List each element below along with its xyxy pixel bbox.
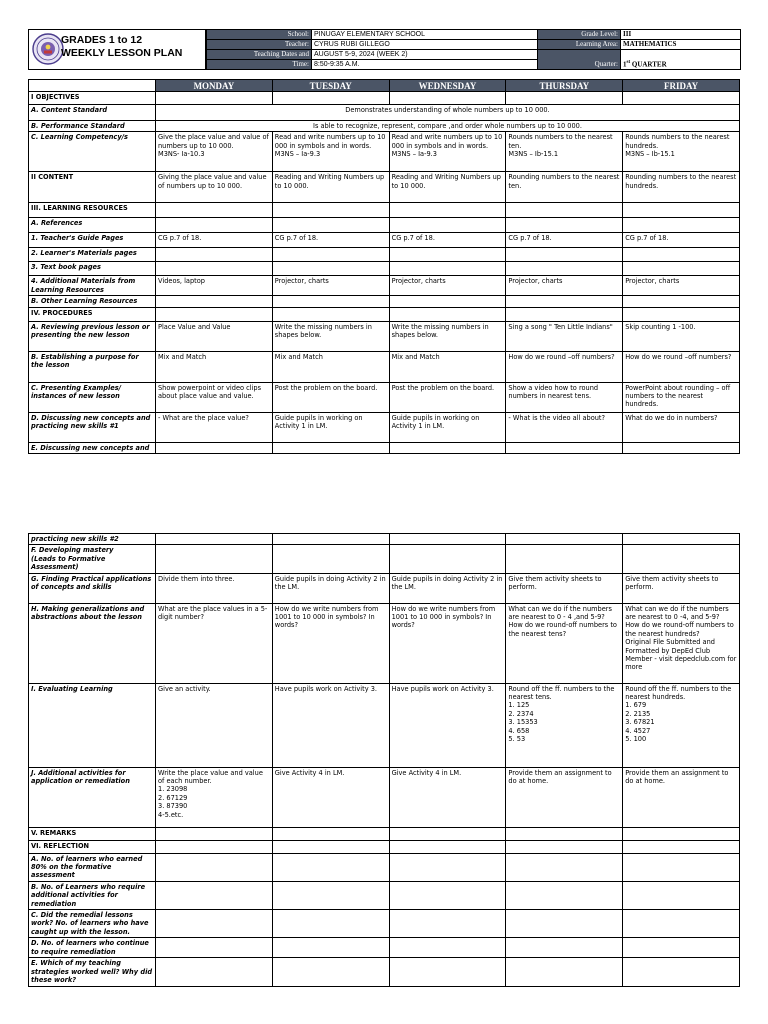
examples-tuesday: Post the problem on the board. — [272, 382, 389, 412]
discuss2-label-part1: E. Discussing new concepts and — [29, 442, 156, 453]
general-thursday: What can we do if the numbers are nearest to 0 - 4 ,and 5-9? How do we round-off numbers to the nearest tens? — [506, 603, 623, 683]
quarter-number: 1 — [623, 60, 627, 68]
competency-thursday: Rounds numbers to the nearest ten. M3NS – Ib-15.1 — [506, 132, 623, 172]
materials-tuesday: Projector, charts — [272, 276, 389, 296]
table-row — [29, 603, 740, 683]
quarter-label: Quarter: — [538, 50, 621, 70]
examples-label: C. Presenting Examples/ instances of new lesson — [29, 382, 156, 412]
day-wednesday: WEDNESDAY — [389, 80, 506, 92]
competency-monday: Give the place value and value of numbers up to 10 000. M3NS- Ia-10.3 — [156, 132, 273, 172]
plan-title-line2: WEEKLY LESSON PLAN — [61, 47, 183, 59]
day-monday: MONDAY — [156, 80, 273, 92]
table-row — [29, 121, 740, 132]
evaluating-monday: Give an activity. — [156, 683, 273, 767]
school-value: PINUGAY ELEMENTARY SCHOOL — [312, 30, 538, 40]
textbook-label: 3. Text book pages — [29, 262, 156, 276]
plan-title — [61, 34, 182, 60]
review-label: A. Reviewing previous lesson or presenting the new lesson — [29, 321, 156, 351]
table-row — [29, 276, 740, 296]
table-row — [29, 840, 740, 853]
reflection-e-label: E. Which of my teaching strategies worked well? Why did these work? — [29, 958, 156, 986]
school-label: School: — [207, 30, 312, 40]
procedures-label: IV. PROCEDURES — [29, 307, 156, 321]
additional-wednesday: Give Activity 4 in LM. — [389, 767, 506, 827]
additional-thursday: Provide them an assignment to do at home. — [506, 767, 623, 827]
additional-tuesday: Give Activity 4 in LM. — [272, 767, 389, 827]
table-row — [29, 767, 740, 827]
general-wednesday: How do we write numbers from 1001 to 10 000 in symbols? In words? — [389, 603, 506, 683]
lesson-plan-table-page2 — [28, 533, 740, 987]
content-monday: Giving the place value and value of numbers up to 10 000. — [156, 172, 273, 203]
purpose-monday: Mix and Match — [156, 351, 273, 382]
table-row — [29, 573, 740, 603]
table-row — [29, 382, 740, 412]
tg-wednesday: CG p.7 of 18. — [389, 233, 506, 248]
content-thursday: Rounding numbers to the nearest ten. — [506, 172, 623, 203]
learners-materials-label: 2. Learner's Materials pages — [29, 248, 156, 262]
discuss2-label-part2: practicing new skills #2 — [29, 534, 156, 545]
corner-cell — [29, 80, 156, 92]
performance-standard-value: Is able to recognize, represent, compare ,and order whole numbers up to 10 000. — [156, 121, 740, 132]
teacher-label: Teacher: — [207, 40, 312, 50]
learning-area-label: Learning Area: — [538, 40, 621, 50]
day-thursday: THURSDAY — [506, 80, 623, 92]
practical-label: G. Finding Practical applications of concepts and skills — [29, 573, 156, 603]
evaluating-wednesday: Have pupils work on Activity 3. — [389, 683, 506, 767]
table-row — [29, 321, 740, 351]
tg-monday: CG p.7 of 18. — [156, 233, 273, 248]
table-row — [29, 92, 740, 105]
practical-thursday: Give them activity sheets to perform. — [506, 573, 623, 603]
practical-friday: Give them activity sheets to perform. — [623, 573, 740, 603]
examples-friday: PowerPoint about rounding – off numbers to the nearest hundreds. — [623, 382, 740, 412]
tg-thursday: CG p.7 of 18. — [506, 233, 623, 248]
table-row — [29, 218, 740, 233]
table-row — [29, 412, 740, 442]
quarter-text: QUARTER — [630, 60, 667, 68]
table-row — [29, 132, 740, 172]
dates-value: AUGUST 5-9, 2024 (WEEK 2) — [312, 50, 538, 60]
header-info-grid — [206, 29, 741, 70]
additional-materials-label: 4. Additional Materials from Learning Resources — [29, 276, 156, 296]
review-monday: Place Value and Value — [156, 321, 273, 351]
purpose-label: B. Establishing a purpose for the lesson — [29, 351, 156, 382]
additional-activities-label: J. Additional activities for application or remediation — [29, 767, 156, 827]
time-value: 8:50-9:35 A.M. — [312, 60, 538, 70]
reflection-label: VI. REFLECTION — [29, 840, 156, 853]
competency-friday: Rounds numbers to the nearest hundreds. M3NS – Ib-15.1 — [623, 132, 740, 172]
review-thursday: Sing a song " Ten Little Indians" — [506, 321, 623, 351]
review-friday: Skip counting 1 -100. — [623, 321, 740, 351]
deped-seal-icon — [32, 33, 64, 65]
teachers-guide-label: 1. Teacher's Guide Pages — [29, 233, 156, 248]
practical-tuesday: Guide pupils in doing Activity 2 in the LM. — [272, 573, 389, 603]
table-row — [29, 442, 740, 453]
dates-label: Teaching Dates and — [207, 50, 312, 60]
discuss1-wednesday: Guide pupils in working on Activity 1 in LM. — [389, 412, 506, 442]
table-row — [29, 827, 740, 840]
content-label: II CONTENT — [29, 172, 156, 203]
general-friday: What can we do if the numbers are nearest to 0 -4, and 5-9? How do we round-off numbers to the nearest hundreds? Original File Submitted and Formatted by DepEd Club Member - visit depedclub.com for more — [623, 603, 740, 683]
table-row — [29, 248, 740, 262]
purpose-thursday: How do we round –off numbers? — [506, 351, 623, 382]
general-monday: What are the place values in a 5-digit number? — [156, 603, 273, 683]
additional-monday: Write the place value and value of each number. 1. 23098 2. 67129 3. 87390 4-5.etc. — [156, 767, 273, 827]
table-row — [29, 203, 740, 218]
table-row — [29, 881, 740, 909]
discuss1-tuesday: Guide pupils in working on Activity 1 in LM. — [272, 412, 389, 442]
content-friday: Rounding numbers to the nearest hundreds. — [623, 172, 740, 203]
competency-tuesday: Read and write numbers up to 10 000 in symbols and in words. M3NS – Ia-9.3 — [272, 132, 389, 172]
purpose-tuesday: Mix and Match — [272, 351, 389, 382]
table-row — [29, 938, 740, 958]
evaluating-friday: Round off the ff. numbers to the nearest hundreds. 1. 679 2. 2135 3. 67821 4. 4527 5. 100 — [623, 683, 740, 767]
practical-monday: Divide them into three. — [156, 573, 273, 603]
table-row — [29, 853, 740, 881]
mastery-label: F. Developing mastery (Leads to Formative Assessment) — [29, 545, 156, 573]
evaluating-label: I. Evaluating Learning — [29, 683, 156, 767]
practical-wednesday: Guide pupils in doing Activity 2 in the LM. — [389, 573, 506, 603]
time-label: Time: — [207, 60, 312, 70]
header-title-box — [28, 29, 206, 70]
table-row — [29, 683, 740, 767]
competency-label: C. Learning Competency/s — [29, 132, 156, 172]
plan-title-line1: GRADES 1 to 12 — [61, 34, 143, 46]
discuss1-friday: What do we do in numbers? — [623, 412, 740, 442]
evaluating-tuesday: Have pupils work on Activity 3. — [272, 683, 389, 767]
table-row — [29, 534, 740, 545]
resources-label: III. LEARNING RESOURCES — [29, 203, 156, 218]
table-row — [29, 545, 740, 573]
table-row — [29, 307, 740, 321]
table-row — [29, 296, 740, 307]
table-row — [29, 233, 740, 248]
examples-monday: Show powerpoint or video clips about place value and value. — [156, 382, 273, 412]
discuss1-label: D. Discussing new concepts and practicing new skills #1 — [29, 412, 156, 442]
evaluating-thursday: Round off the ff. numbers to the nearest tens. 1. 125 2. 2374 3. 15353 4. 658 5. 53 — [506, 683, 623, 767]
materials-wednesday: Projector, charts — [389, 276, 506, 296]
discuss1-monday: - What are the place value? — [156, 412, 273, 442]
purpose-friday: How do we round –off numbers? — [623, 351, 740, 382]
performance-standard-label: B. Performance Standard — [29, 121, 156, 132]
additional-friday: Provide them an assignment to do at home. — [623, 767, 740, 827]
generalization-label: H. Making generalizations and abstractions about the lesson — [29, 603, 156, 683]
discuss1-thursday: - What is the video all about? — [506, 412, 623, 442]
quarter-value — [621, 50, 741, 70]
grade-level-value: III — [621, 30, 741, 40]
purpose-wednesday: Mix and Match — [389, 351, 506, 382]
table-row — [29, 910, 740, 938]
materials-monday: Videos, laptop — [156, 276, 273, 296]
table-row — [29, 105, 740, 121]
learning-area-value: MATHEMATICS — [621, 40, 741, 50]
table-row — [29, 351, 740, 382]
other-resources-label: B. Other Learning Resources — [29, 296, 156, 307]
reflection-a-label: A. No. of learners who earned 80% on the formative assessment — [29, 853, 156, 881]
general-tuesday: How do we write numbers from 1001 to 10 000 in symbols? In words? — [272, 603, 389, 683]
lesson-plan-header — [28, 29, 740, 70]
content-standard-label: A. Content Standard — [29, 105, 156, 121]
table-row — [29, 172, 740, 203]
objectives-label: I OBJECTIVES — [29, 92, 156, 105]
examples-thursday: Show a video how to round numbers in nearest tens. — [506, 382, 623, 412]
review-wednesday: Write the missing numbers in shapes below. — [389, 321, 506, 351]
lesson-plan-table-page1 — [28, 79, 740, 454]
materials-thursday: Projector, charts — [506, 276, 623, 296]
day-friday: FRIDAY — [623, 80, 740, 92]
content-tuesday: Reading and Writing Numbers up to 10 000. — [272, 172, 389, 203]
grade-level-label: Grade Level: — [538, 30, 621, 40]
quarter-suffix: st — [626, 59, 631, 65]
examples-wednesday: Post the problem on the board. — [389, 382, 506, 412]
reflection-c-label: C. Did the remedial lessons work? No. of learners who have caught up with the lesson. — [29, 910, 156, 938]
content-wednesday: Reading and Writing Numbers up to 10 000. — [389, 172, 506, 203]
table-row — [29, 958, 740, 986]
tg-friday: CG p.7 of 18. — [623, 233, 740, 248]
teacher-value: CYRUS RUBI GILLEGO — [312, 40, 538, 50]
table-row — [29, 262, 740, 276]
materials-friday: Projector, charts — [623, 276, 740, 296]
remarks-label: V. REMARKS — [29, 827, 156, 840]
reflection-d-label: D. No. of learners who continue to require remediation — [29, 938, 156, 958]
tg-tuesday: CG p.7 of 18. — [272, 233, 389, 248]
content-standard-value: Demonstrates understanding of whole numbers up to 10 000. — [156, 105, 740, 121]
reflection-b-label: B. No. of Learners who require additional activities for remediation — [29, 881, 156, 909]
review-tuesday: Write the missing numbers in shapes below. — [272, 321, 389, 351]
references-label: A. References — [29, 218, 156, 233]
competency-wednesday: Read and write numbers up to 10 000 in symbols and in words. M3NS – Ia-9.3 — [389, 132, 506, 172]
day-tuesday: TUESDAY — [272, 80, 389, 92]
day-header-row — [29, 80, 740, 92]
